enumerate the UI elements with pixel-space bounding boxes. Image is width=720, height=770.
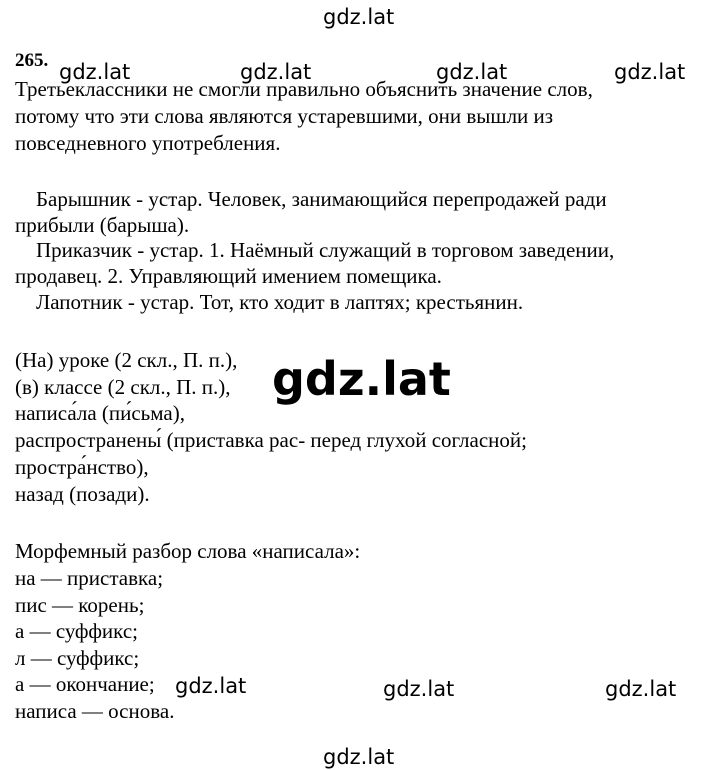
definition-line: Приказчик - устар. 1. Наёмный служащий в торговом заведении,: [15, 238, 615, 262]
morpheme-item: а — окончание;: [15, 672, 155, 696]
watermark: gdz.lat: [59, 60, 131, 84]
watermark-bottom: gdz.lat: [323, 745, 395, 769]
watermark: gdz.lat: [436, 60, 508, 84]
intro-line: потому что эти слова являются устаревшими, они вышли из: [15, 104, 554, 128]
analysis-line: (в) классе (2 скл., П. п.),: [15, 375, 231, 399]
definition-line: Лапотник - устар. Тот, кто ходит в лаптях; крестьянин.: [15, 290, 524, 314]
analysis-line: написа́ла (пи́сьма),: [15, 401, 185, 425]
morpheme-item: а — суффикс;: [15, 619, 139, 643]
watermark: gdz.lat: [175, 674, 247, 698]
analysis-line: распространены́ (приставка рас- перед глухой согласной;: [15, 428, 527, 452]
definition-line: прибыли (барыша).: [15, 213, 190, 237]
intro-line: повседневного употребления.: [15, 131, 281, 155]
analysis-line: назад (позади).: [15, 482, 150, 506]
watermark: gdz.lat: [605, 677, 677, 701]
analysis-line: простра́нство),: [15, 455, 149, 479]
morpheme-title: Морфемный разбор слова «написала»:: [15, 539, 361, 563]
exercise-number: 265.: [15, 50, 49, 71]
watermark: gdz.lat: [383, 677, 455, 701]
definition-line: продавец. 2. Управляющий имением помещика.: [15, 264, 442, 288]
watermark-center: gdz.lat: [272, 352, 451, 406]
morpheme-item: написа — основа.: [15, 699, 175, 723]
analysis-line: (На) уроке (2 скл., П. п.),: [15, 348, 238, 372]
watermark-top: gdz.lat: [323, 5, 395, 29]
watermark: gdz.lat: [614, 60, 686, 84]
watermark: gdz.lat: [240, 60, 312, 84]
morpheme-item: на — приставка;: [15, 566, 164, 590]
definition-line: Барышник - устар. Человек, занимающийся перепродажей ради: [15, 187, 607, 211]
intro-line: Третьеклассники не смогли правильно объяснить значение слов,: [15, 77, 593, 101]
morpheme-item: пис — корень;: [15, 593, 145, 617]
morpheme-item: л — суффикс;: [15, 646, 140, 670]
